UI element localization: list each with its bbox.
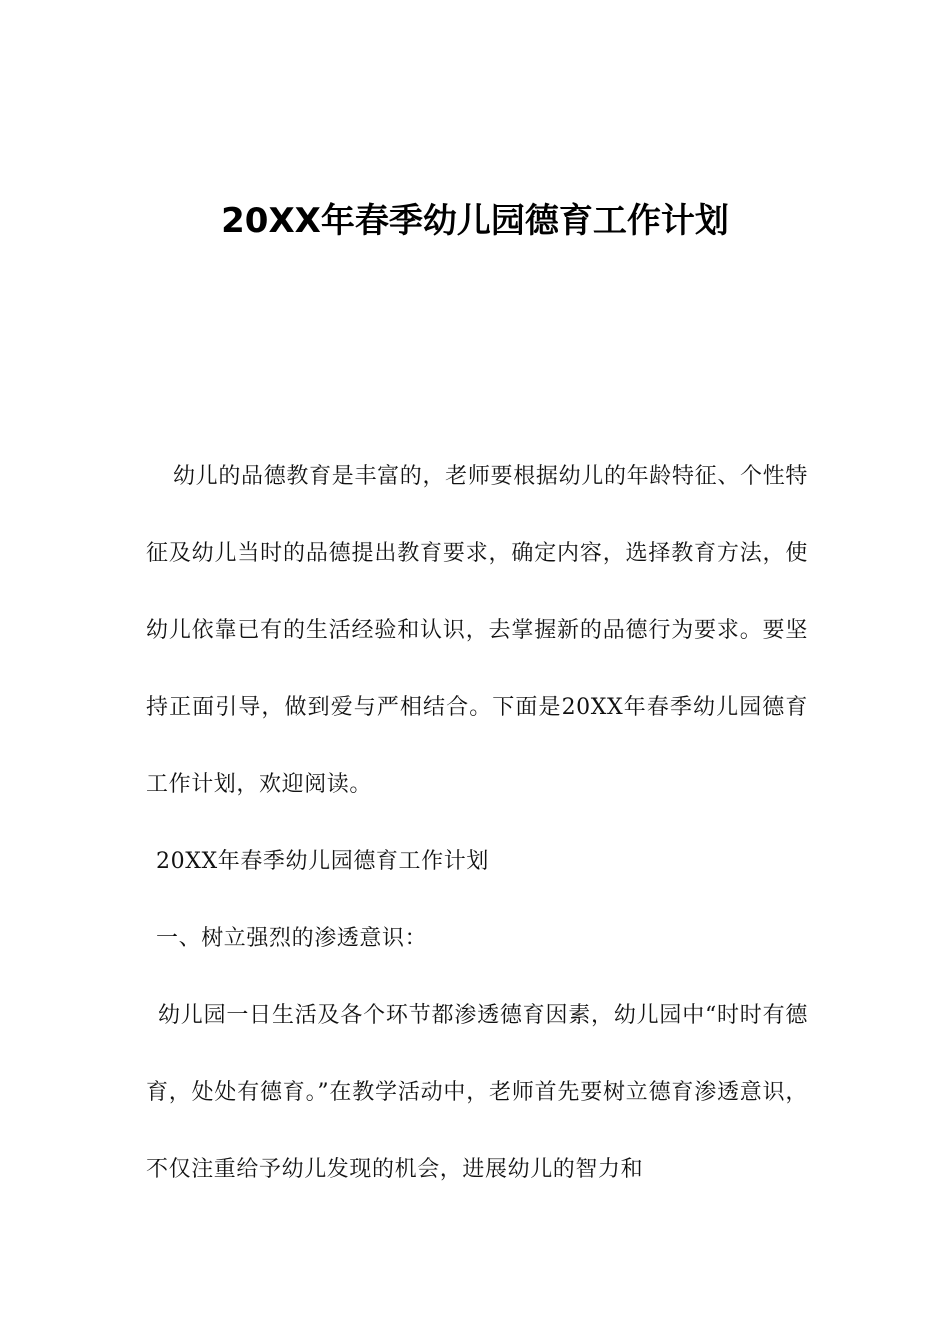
plan-subtitle: 20XX年春季幼儿园德育工作计划 xyxy=(156,849,489,874)
section-heading-1: 一、树立强烈的渗透意识： xyxy=(156,926,428,951)
intro-paragraph: 幼儿的品德教育是丰富的，老师要根据幼儿的年龄特征、个性特征及幼儿当时的品德提出教育要求，确定内容，选择教育方法，使幼儿依靠已有的生活经验和认识，去掌握新的品德行为要求。要坚持正面引导，做到爱与严相结合。下面是20XX年春季幼儿园德育工作计划，欢迎阅读。 xyxy=(146,464,808,797)
section-1-paragraph: 幼儿园一日生活及各个环节都渗透德育因素，幼儿园中“时时有德育，处处有德育。”在教学活动中，老师首先要树立德育渗透意识，不仅注重给予幼儿发现的机会，进展幼儿的智力和 xyxy=(146,1003,808,1182)
document-title: 20XX年春季幼儿园德育工作计划 xyxy=(221,201,729,241)
